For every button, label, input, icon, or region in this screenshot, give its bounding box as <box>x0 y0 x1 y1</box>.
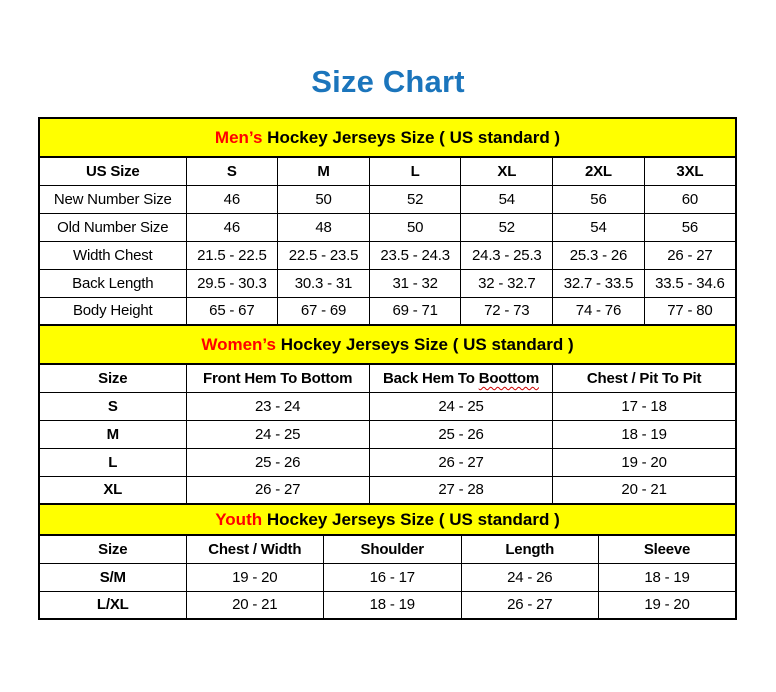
youth-size-table <box>38 503 737 620</box>
size-value: 65 - 67 <box>186 297 278 325</box>
size-value: 24 - 25 <box>186 420 369 448</box>
section-band-cell <box>39 325 736 364</box>
size-value: 52 <box>369 185 461 213</box>
size-value: 17 - 18 <box>553 392 736 420</box>
size-value: 20 - 21 <box>553 476 736 504</box>
column-header: XL <box>461 157 553 185</box>
band-highlight-youth: Youth <box>215 509 263 529</box>
table-row <box>39 185 736 213</box>
misspelled-word: Boottom <box>478 369 539 387</box>
row-label: M <box>39 420 186 448</box>
size-value: 52 <box>461 213 553 241</box>
section-band <box>39 118 736 157</box>
size-value: 19 - 20 <box>186 563 324 591</box>
mens-size-table <box>38 117 737 326</box>
row-label: Body Height <box>39 297 186 325</box>
column-header: Size <box>39 364 186 392</box>
size-value: 27 - 28 <box>369 476 552 504</box>
band-text: Hockey Jerseys Size ( US standard ) <box>262 127 561 147</box>
table-row <box>39 213 736 241</box>
column-header: Size <box>39 535 186 563</box>
size-value: 26 - 27 <box>644 241 736 269</box>
table-row <box>39 591 736 619</box>
table-row <box>39 241 736 269</box>
table-row <box>39 297 736 325</box>
column-header <box>369 364 552 392</box>
size-value: 67 - 69 <box>278 297 370 325</box>
column-header: S <box>186 157 278 185</box>
table-row <box>39 563 736 591</box>
table-row <box>39 269 736 297</box>
size-value: 29.5 - 30.3 <box>186 269 278 297</box>
column-header: L <box>369 157 461 185</box>
size-value: 25 - 26 <box>369 420 552 448</box>
column-header: Front Hem To Bottom <box>186 364 369 392</box>
row-label: Back Length <box>39 269 186 297</box>
section-band <box>39 325 736 364</box>
section-band <box>39 504 736 535</box>
page-title: Size Chart <box>311 64 465 99</box>
size-value: 46 <box>186 213 278 241</box>
row-label: Width Chest <box>39 241 186 269</box>
band-text: Hockey Jerseys Size ( US standard ) <box>275 334 574 354</box>
size-value: 56 <box>644 213 736 241</box>
size-value: 69 - 71 <box>369 297 461 325</box>
size-value: 25.3 - 26 <box>553 241 645 269</box>
size-value: 23.5 - 24.3 <box>369 241 461 269</box>
size-value: 22.5 - 23.5 <box>278 241 370 269</box>
row-label: New Number Size <box>39 185 186 213</box>
column-header: Length <box>461 535 599 563</box>
size-value: 54 <box>461 185 553 213</box>
header-row <box>39 364 736 392</box>
size-value: 30.3 - 31 <box>278 269 370 297</box>
table-row <box>39 420 736 448</box>
size-value: 48 <box>278 213 370 241</box>
table-row <box>39 392 736 420</box>
size-value: 18 - 19 <box>599 563 737 591</box>
size-value: 32 - 32.7 <box>461 269 553 297</box>
size-value: 50 <box>278 185 370 213</box>
column-header: Chest / Pit To Pit <box>553 364 736 392</box>
size-value: 23 - 24 <box>186 392 369 420</box>
column-header: US Size <box>39 157 186 185</box>
column-header: 2XL <box>553 157 645 185</box>
section-band-cell <box>39 504 736 535</box>
size-value: 21.5 - 22.5 <box>186 241 278 269</box>
column-header: Chest / Width <box>186 535 324 563</box>
size-value: 24 - 26 <box>461 563 599 591</box>
size-value: 56 <box>553 185 645 213</box>
header-row <box>39 157 736 185</box>
row-label: Old Number Size <box>39 213 186 241</box>
row-label: XL <box>39 476 186 504</box>
size-value: 19 - 20 <box>599 591 737 619</box>
size-value: 18 - 19 <box>553 420 736 448</box>
row-label: S <box>39 392 186 420</box>
size-value: 33.5 - 34.6 <box>644 269 736 297</box>
row-label: L <box>39 448 186 476</box>
size-value: 20 - 21 <box>186 591 324 619</box>
size-value: 18 - 19 <box>324 591 462 619</box>
column-header: Shoulder <box>324 535 462 563</box>
table-row <box>39 476 736 504</box>
size-value: 24 - 25 <box>369 392 552 420</box>
size-value: 26 - 27 <box>461 591 599 619</box>
size-value: 16 - 17 <box>324 563 462 591</box>
size-value: 60 <box>644 185 736 213</box>
row-label: S/M <box>39 563 186 591</box>
column-header: Sleeve <box>599 535 737 563</box>
header-row <box>39 535 736 563</box>
size-value: 25 - 26 <box>186 448 369 476</box>
size-value: 77 - 80 <box>644 297 736 325</box>
column-header-text: Back Hem To <box>383 369 479 387</box>
size-value: 50 <box>369 213 461 241</box>
size-value: 46 <box>186 185 278 213</box>
section-band-cell <box>39 118 736 157</box>
column-header: 3XL <box>644 157 736 185</box>
band-highlight-womens: Women’s <box>201 334 276 354</box>
size-value: 74 - 76 <box>553 297 645 325</box>
womens-size-table <box>38 324 737 505</box>
size-value: 26 - 27 <box>369 448 552 476</box>
table-row <box>39 448 736 476</box>
size-value: 19 - 20 <box>553 448 736 476</box>
size-value: 54 <box>553 213 645 241</box>
size-value: 24.3 - 25.3 <box>461 241 553 269</box>
column-header: M <box>278 157 370 185</box>
size-value: 26 - 27 <box>186 476 369 504</box>
size-value: 31 - 32 <box>369 269 461 297</box>
row-label: L/XL <box>39 591 186 619</box>
band-text: Hockey Jerseys Size ( US standard ) <box>262 509 560 529</box>
size-value: 72 - 73 <box>461 297 553 325</box>
band-highlight-mens: Men’s <box>214 127 263 147</box>
size-tables-container <box>38 117 737 620</box>
size-value: 32.7 - 33.5 <box>553 269 645 297</box>
